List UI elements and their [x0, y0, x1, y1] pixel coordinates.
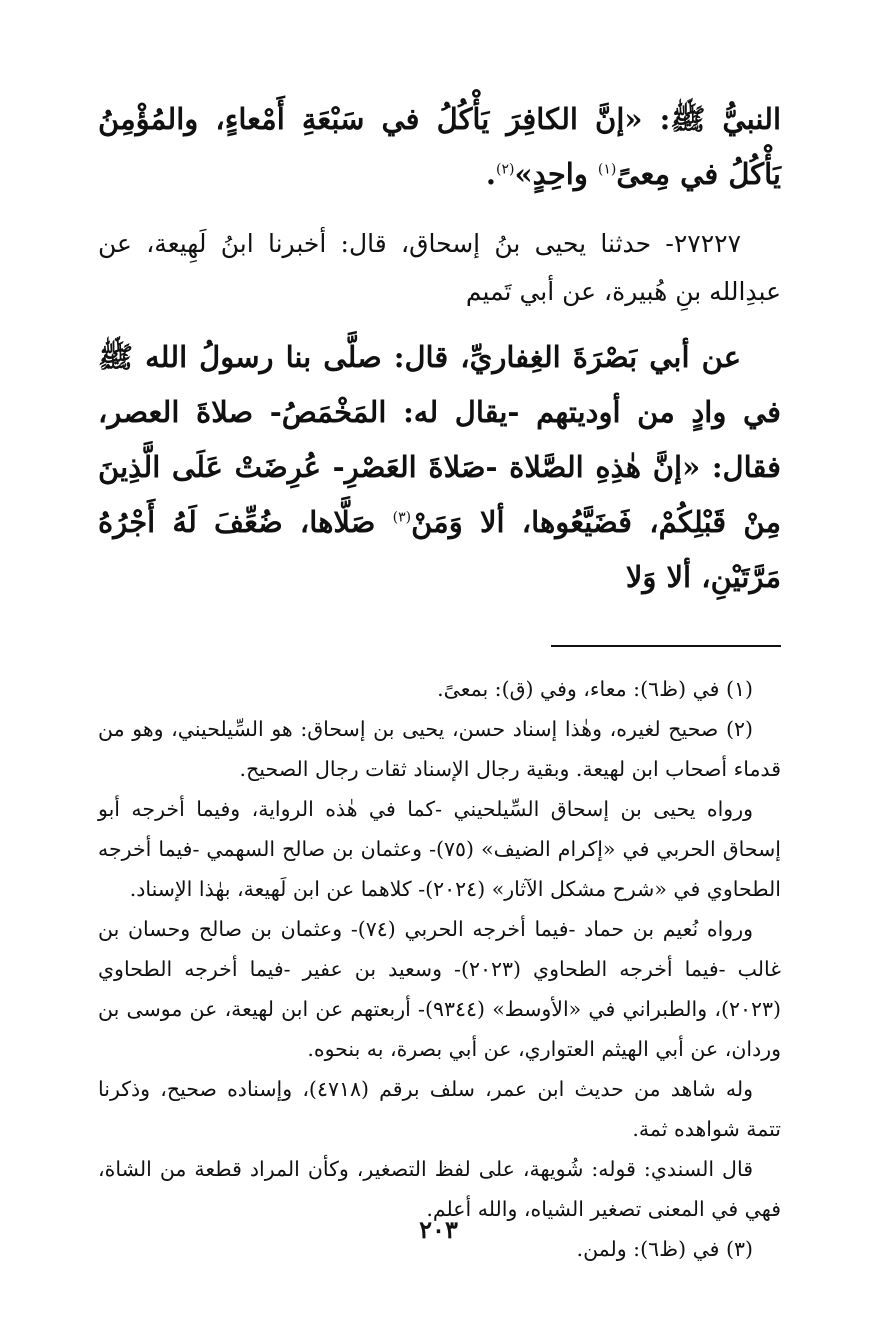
hadith-matn: [98, 330, 781, 605]
page-number: ٢٠٣: [419, 1215, 458, 1244]
text-segment: عن أبي بَصْرَةَ الغِفاريِّ، قال: صلَّى بنا رسولُ الله ﷺ في وادٍ من أوديتهم -يقال له: المَخْمَصُ- صلاةَ العصر، فقال: «إنَّ هٰذِهِ الصَّلاة -صَلاةَ العَصْرِ- عُرِضَتْ عَلَى الَّذِينَ مِنْ قَبْلِكُمْ، فَضَيَّعُوها، ألا وَمَنْ: [98, 340, 781, 539]
footnote-2-paragraph: ورواه يحيى بن إسحاق السِّيلحيني -كما في هٰذه الرواية، وفيما أخرجه أبو إسحاق الحربي في «إكرام الضيف» (٧٥)- وعثمان بن صالح السهمي -فيما أخرجه الطحاوي في «شرح مشكل الآثار» (٢٠٢٤)- كلاهما عن ابن لَهيعة، بهٰذا الإسناد.: [98, 797, 781, 901]
footnote-1: (١) في (ظ٦): معاء، وفي (ق): بمعىً.: [437, 677, 753, 701]
hadith-text-continued: [98, 92, 781, 202]
footnote-2-paragraph: وله شاهد من حديث ابن عمر، سلف برقم (٤٧١٨)، وإسناده صحيح، وذكرنا تتمة شواهده ثمة.: [98, 1077, 781, 1141]
footnote-marker-1: (١): [597, 161, 617, 178]
footnote-2-paragraph: قال السندي: قوله: شُويهة، على لفظ التصغير، وكأن المراد قطعة من الشاة، فهي في المعنى تصغير الشياه، والله أعلم.: [98, 1157, 781, 1221]
main-text: [98, 92, 781, 605]
footnote-2-paragraph: ورواه نُعيم بن حماد -فيما أخرجه الحربي (٧٤)- وعثمان بن صالح وحسان بن غالب -فيما أخرجه الطحاوي (٢٠٢٣)- وسعيد بن عفير -فيما أخرجه الطحاوي (٢٠٢٣)، والطبراني في «الأوسط» (٩٣٤٤)- أربعتهم عن ابن لهيعة، عن موسى بن وردان، عن أبي الهيثم العتواري، عن أبي بصرة، به بنحوه.: [98, 917, 781, 1061]
text-segment: .: [485, 157, 497, 191]
book-page: [98, 92, 781, 1333]
footnote-marker-2: (٢): [496, 161, 515, 178]
footnotes: [98, 669, 781, 1269]
text-segment: واحِدٍ»: [514, 157, 598, 191]
footnote-divider: [551, 645, 781, 647]
footnote-3: (٣) في (ظ٦): ولمن.: [576, 1237, 753, 1261]
footnote-marker-3: (٣): [392, 509, 412, 526]
text-segment: النبيُّ ﷺ: «إنَّ الكافِرَ يَأْكُلُ في سَبْعَةِ أَمْعاءٍ، والمُؤْمِنُ يَأْكُلُ في مِعىً: [98, 102, 781, 191]
footnote-2: (٢) صحيح لغيره، وهٰذا إسناد حسن، يحيى بن إسحاق: هو السِّيلحيني، وهو من قدماء أصحاب ابن لهيعة. وبقية رجال الإسناد ثقات رجال الصحيح.: [98, 717, 781, 781]
hadith-isnad: ٢٧٢٢٧- حدثنا يحيى بنُ إسحاق، قال: أخبرنا ابنُ لَهِيعة، عن عبدِالله بنِ هُبيرة، عن أبي تَميم: [98, 229, 781, 306]
text-segment: صَلَّاها، ضُعِّفَ لَهُ أَجْرُهُ مَرَّتَيْنِ، ألا وَلا: [98, 505, 781, 594]
